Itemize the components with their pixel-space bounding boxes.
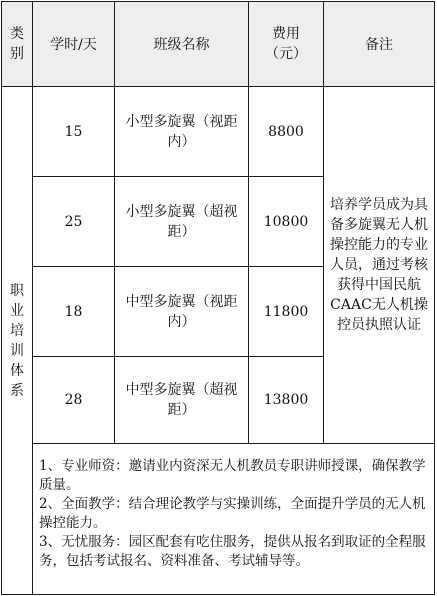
notes-cell xyxy=(33,444,434,594)
header-class-name-text: 班级名称 xyxy=(153,37,210,53)
table-border-top xyxy=(1,1,435,2)
header-hours-text: 学时/天 xyxy=(50,37,97,53)
header-divider xyxy=(1,86,435,87)
row-3-hours xyxy=(33,267,114,356)
row-2-class-name-text: 小型多旋翼（超视距） xyxy=(125,203,238,240)
row-2-fee-text: 10800 xyxy=(263,213,309,230)
column-divider xyxy=(323,1,324,444)
row-4-class-name-text: 中型多旋翼（超视距） xyxy=(125,382,238,418)
category-cell xyxy=(2,87,32,594)
header-fee xyxy=(249,2,323,86)
row-4-hours xyxy=(33,357,114,443)
row-4-fee xyxy=(249,357,323,443)
column-divider xyxy=(32,1,33,595)
row-3-hours-text: 18 xyxy=(64,303,83,320)
row-1-class-name-text: 小型多旋翼（视距内） xyxy=(125,113,238,150)
table-border-right xyxy=(434,1,435,595)
header-remark-text: 备注 xyxy=(365,37,393,53)
row-4-class-name xyxy=(115,357,248,443)
header-fee-text: 费用（元） xyxy=(265,26,307,62)
category-text: 职业培训体系 xyxy=(10,282,24,399)
row-1-class-name xyxy=(115,87,248,176)
table-border-left xyxy=(1,1,2,595)
row-3-class-name xyxy=(115,267,248,356)
table-border-bottom xyxy=(1,594,435,595)
header-category xyxy=(2,2,32,86)
column-divider xyxy=(248,1,249,444)
header-category-text: 类别 xyxy=(10,26,24,62)
row-divider xyxy=(33,266,323,267)
row-1-fee-text: 8800 xyxy=(268,123,304,140)
note-item: 3、无忧服务：园区配套有吃住服务，提供从报名到取证的全程服务，包括考试报名、资料准备、考试辅导等。 xyxy=(39,534,426,569)
notes-list xyxy=(39,457,428,571)
row-3-fee-text: 11800 xyxy=(263,303,309,320)
row-1-hours xyxy=(33,87,114,176)
note-item: 1、专业师资：邀请业内资深无人机教员专职讲师授课，确保教学质量。 xyxy=(39,458,426,493)
remark-cell xyxy=(324,87,434,443)
row-4-fee-text: 13800 xyxy=(263,392,309,408)
row-divider xyxy=(33,176,323,177)
row-2-class-name xyxy=(115,177,248,266)
row-2-fee xyxy=(249,177,323,266)
row-2-hours-text: 25 xyxy=(64,213,83,230)
row-1-hours-text: 15 xyxy=(64,123,83,140)
row-3-class-name-text: 中型多旋翼（视距内） xyxy=(125,293,238,330)
note-item: 2、全面教学：结合理论教学与实操训练，全面提升学员的无人机操控能力。 xyxy=(39,496,426,531)
column-divider xyxy=(114,1,115,444)
header-class-name xyxy=(115,2,248,86)
notes-divider xyxy=(33,443,435,444)
row-1-fee xyxy=(249,87,323,176)
row-divider xyxy=(33,356,323,357)
row-2-hours xyxy=(33,177,114,266)
header-hours xyxy=(33,2,114,86)
header-remark xyxy=(324,2,434,86)
row-4-hours-text: 28 xyxy=(64,392,83,408)
row-3-fee xyxy=(249,267,323,356)
remark-text: 培养学员成为具备多旋翼无人机操控能力的专业人员，通过考核获得中国民航CAAC无人机操控员执照认证 xyxy=(330,197,428,333)
